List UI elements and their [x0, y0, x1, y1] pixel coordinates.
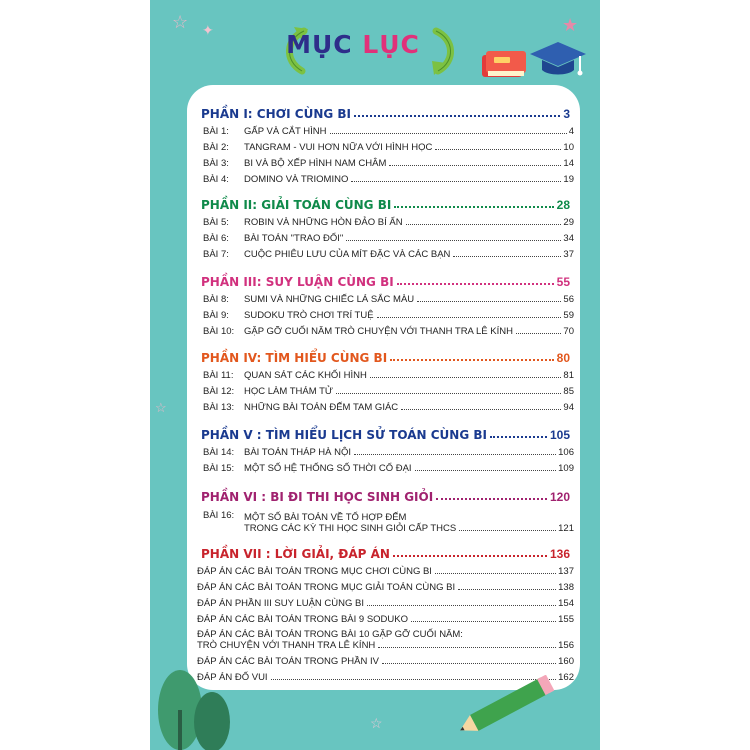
lesson-page: 85 [563, 386, 574, 397]
answer-row[interactable] [197, 625, 574, 651]
lesson-title: MỘT SỐ HỆ THỐNG SỐ THỜI CỔ ĐẠI [244, 463, 412, 474]
lesson-page: 29 [563, 217, 574, 228]
answer-row[interactable] [197, 561, 574, 577]
answer-page: 154 [558, 598, 574, 609]
lesson-title-line-2: TRONG CÁC KỲ THI HỌC SINH GIỎI CẤP THCS [244, 523, 457, 534]
lesson-number: BÀI 3: [203, 158, 229, 169]
answer-title: ĐÁP ÁN ĐỐ VUI [197, 672, 268, 683]
lesson-number: BÀI 14: [203, 447, 235, 458]
lesson-title: TANGRAM - VUI HƠN NỮA VỚI HÌNH HỌC [244, 142, 433, 153]
lesson-row[interactable] [203, 365, 574, 381]
lesson-page: 4 [568, 126, 574, 137]
lesson-page: 14 [563, 158, 574, 169]
toc-card [187, 85, 580, 690]
lesson-row[interactable] [203, 228, 574, 244]
lesson-row[interactable] [203, 289, 574, 305]
lesson-page: 106 [558, 447, 574, 458]
lesson-number: BÀI 8: [203, 294, 229, 305]
pencil-icon [450, 675, 570, 735]
star-icon: ☆ [172, 12, 189, 32]
lesson-page: 109 [558, 463, 574, 474]
lesson-number: BÀI 13: [203, 402, 235, 413]
section-title: PHẦN VI : BI ĐI THI HỌC SINH GIỎI [201, 490, 434, 504]
lesson-row[interactable] [203, 121, 574, 137]
lesson-page: 56 [563, 294, 574, 305]
lesson-row[interactable] [203, 137, 574, 153]
answer-title-line-2: TRÒ CHUYỆN VỚI THANH TRA LÊ KÍNH [197, 640, 376, 651]
lesson-row[interactable] [203, 508, 574, 534]
section-header[interactable] [197, 541, 574, 561]
section-part-4 [197, 345, 574, 413]
lesson-page: 59 [563, 310, 574, 321]
answer-title: ĐÁP ÁN CÁC BÀI TOÁN TRONG MỤC CHƠI CÙNG BI [197, 566, 432, 577]
section-part-6 [197, 484, 574, 534]
answer-row[interactable] [197, 593, 574, 609]
lesson-title: BÀI TOÁN "TRAO ĐỔI" [244, 233, 344, 244]
toc-header [150, 0, 600, 95]
section-header[interactable] [197, 484, 574, 504]
lesson-page: 34 [563, 233, 574, 244]
lesson-page: 121 [558, 523, 574, 534]
answer-page: 138 [558, 582, 574, 593]
lesson-row[interactable] [203, 169, 574, 185]
section-part-7 [197, 541, 574, 683]
lesson-number: BÀI 7: [203, 249, 229, 260]
answer-title: ĐÁP ÁN CÁC BÀI TOÁN TRONG MỤC GIẢI TOÁN CÙNG BI [197, 582, 456, 593]
lesson-row[interactable] [203, 397, 574, 413]
leader-dots [394, 206, 553, 208]
section-part-1 [197, 101, 574, 185]
lesson-page: 81 [563, 370, 574, 381]
title-word-2: LỤC [362, 30, 420, 59]
lesson-number: BÀI 6: [203, 233, 229, 244]
star-icon: ☆ [370, 715, 383, 731]
lesson-number: BÀI 4: [203, 174, 229, 185]
answer-row[interactable] [197, 577, 574, 593]
section-page: 28 [556, 198, 570, 212]
lesson-title: GẶP GỠ CUỐI NĂM TRÒ CHUYỆN VỚI THANH TRA LÊ KÍNH [244, 326, 513, 337]
lesson-row[interactable] [203, 458, 574, 474]
answer-page: 162 [558, 672, 574, 683]
answer-page: 137 [558, 566, 574, 577]
section-header[interactable] [197, 345, 574, 365]
curved-arrow-icon [428, 25, 462, 77]
lesson-row[interactable] [203, 244, 574, 260]
lesson-page: 37 [563, 249, 574, 260]
lesson-title: SUMI VÀ NHỮNG CHIẾC LÁ SẮC MÀU [244, 294, 415, 305]
lesson-row[interactable] [203, 442, 574, 458]
lesson-title: BI VÀ BỘ XẾP HÌNH NAM CHÂM [244, 158, 387, 169]
leader-dots [354, 115, 560, 117]
section-title: PHẦN III: SUY LUẬN CÙNG BI [201, 275, 394, 289]
lesson-row[interactable] [203, 153, 574, 169]
answer-title: ĐÁP ÁN CÁC BÀI TOÁN TRONG BÀI 9 SODUKO [197, 614, 408, 625]
title-word-1: MỤC [286, 30, 353, 59]
lesson-row[interactable] [203, 321, 574, 337]
section-page: 3 [563, 107, 570, 121]
lesson-number: BÀI 16: [203, 510, 235, 521]
lesson-title: DOMINO VÀ TRIOMINO [244, 174, 349, 185]
lesson-row[interactable] [203, 305, 574, 321]
lesson-title: NHỮNG BÀI TOÁN ĐẾM TAM GIÁC [244, 402, 399, 413]
lesson-title: SUDOKU TRÒ CHƠI TRÍ TUỆ [244, 310, 374, 321]
section-part-3 [197, 269, 574, 337]
section-title: PHẦN II: GIẢI TOÁN CÙNG BI [201, 198, 392, 212]
answer-row[interactable] [197, 609, 574, 625]
book-page [150, 0, 600, 750]
lesson-title: QUAN SÁT CÁC KHỐI HÌNH [244, 370, 367, 381]
lesson-number: BÀI 1: [203, 126, 229, 137]
section-header[interactable] [197, 269, 574, 289]
lesson-page: 10 [563, 142, 574, 153]
lesson-page: 19 [563, 174, 574, 185]
lesson-number: BÀI 11: [203, 370, 234, 381]
section-header[interactable] [197, 192, 574, 212]
lesson-row[interactable] [203, 212, 574, 228]
answer-title: ĐÁP ÁN PHẦN III SUY LUẬN CÙNG BI [197, 598, 364, 609]
section-title: PHẦN V : TÌM HIỂU LỊCH SỬ TOÁN CÙNG BI [201, 428, 487, 442]
section-header[interactable] [197, 101, 574, 121]
lesson-number: BÀI 12: [203, 386, 235, 397]
answer-title-line-1: ĐÁP ÁN CÁC BÀI TOÁN TRONG BÀI 10 GẶP GỠ CUỐI NĂM: [197, 629, 463, 640]
lesson-page: 94 [563, 402, 574, 413]
section-page: 80 [556, 351, 570, 365]
leader-dots [397, 283, 554, 285]
answer-page: 156 [558, 640, 574, 651]
section-page: 55 [556, 275, 570, 289]
lesson-number: BÀI 5: [203, 217, 229, 228]
star-icon: ☆ [155, 400, 167, 415]
section-title: PHẦN IV: TÌM HIỂU CÙNG BI [201, 351, 388, 365]
answer-title: ĐÁP ÁN CÁC BÀI TOÁN TRONG PHẦN IV [197, 656, 379, 667]
graduation-cap-icon [528, 38, 588, 82]
lesson-title: HỌC LÀM THÁM TỬ [244, 386, 334, 397]
leader-dots [390, 359, 553, 361]
answer-page: 160 [558, 656, 574, 667]
star-icon: ★ [562, 15, 579, 35]
lesson-number: BÀI 15: [203, 463, 235, 474]
section-page: 136 [549, 547, 570, 561]
plant-icon [150, 650, 240, 750]
star-icon: ✦ [202, 22, 214, 38]
lesson-title-line-1: MỘT SỐ BÀI TOÁN VỀ TỔ HỢP ĐẾM [244, 512, 407, 523]
section-page: 120 [549, 490, 570, 504]
leader-dots [490, 436, 547, 438]
lesson-title: BÀI TOÁN THÁP HÀ NỘI [244, 447, 351, 458]
lesson-number: BÀI 2: [203, 142, 229, 153]
lesson-title: ROBIN VÀ NHỮNG HÒN ĐẢO BÍ ẨN [244, 217, 403, 228]
toc-title [278, 30, 428, 59]
answer-page: 155 [558, 614, 574, 625]
leader-dots [393, 555, 547, 557]
section-title: PHẦN I: CHƠI CÙNG BI [201, 107, 351, 121]
book-icon [480, 45, 528, 83]
section-part-2 [197, 192, 574, 260]
lesson-title: GẤP VÀ CẮT HÌNH [244, 126, 327, 137]
leader-dots [436, 498, 547, 500]
lesson-title: CUỘC PHIÊU LƯU CỦA MÍT ĐẶC VÀ CÁC BẠN [244, 249, 451, 260]
answer-row[interactable] [197, 651, 574, 667]
section-header[interactable] [197, 422, 574, 442]
lesson-number: BÀI 9: [203, 310, 229, 321]
lesson-number: BÀI 10: [203, 326, 235, 337]
section-title: PHẦN VII : LỜI GIẢI, ĐÁP ÁN [201, 547, 390, 561]
section-part-5 [197, 422, 574, 474]
section-page: 105 [549, 428, 570, 442]
lesson-row[interactable] [203, 381, 574, 397]
lesson-page: 70 [563, 326, 574, 337]
